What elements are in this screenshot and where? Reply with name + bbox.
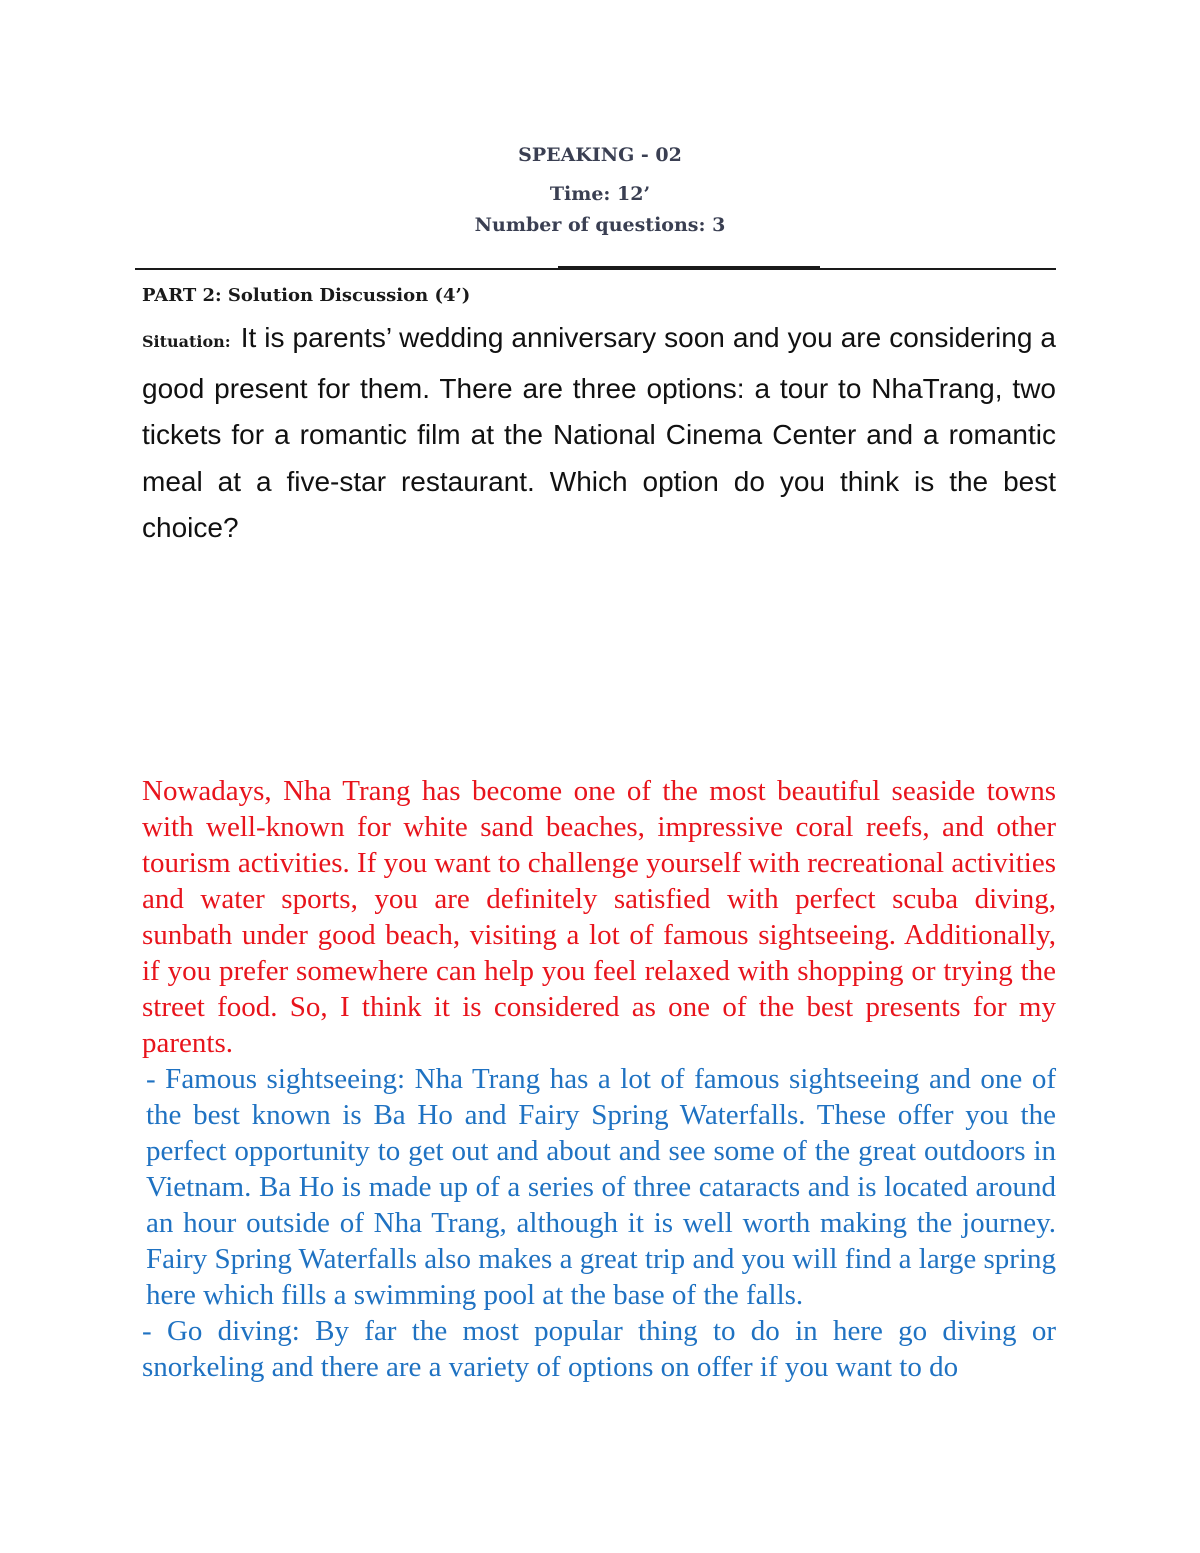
situation-text: It is parents’ wedding anniversary soon and you are considering a good present for them. There are three options: a tour to NhaTrang, two tickets for a romantic film at the National Cinema Center and a romantic meal at a five-star restaurant. Which option do you think is the best choice? [142, 322, 1056, 543]
answer-block [142, 773, 1056, 1385]
situation-block [142, 315, 1056, 552]
time-limit: Time: 12’ [549, 183, 651, 205]
answer-intro-paragraph: Nowadays, Nha Trang has become one of the most beautiful seaside towns with well-known for white sand beaches, impressive coral reefs, and other tourism activities. If you want to challenge yourself with recreational activities and water sports, you are definitely satisfied with perfect scuba diving, sunbath under good beach, visiting a lot of famous sightseeing. Additionally, if you prefer somewhere can help you feel relaxed with shopping or trying the street food. So, I think it is considered as one of the best presents for my parents. [142, 775, 1057, 1059]
situation-label: Situation: [142, 332, 231, 351]
answer-point-diving: - Go diving: By far the most popular thing to do in here go diving or snorkeling and there are a variety of options on offer if you want to do [142, 1315, 1056, 1383]
document-title: SPEAKING - 02 [518, 144, 682, 166]
part-heading: PART 2: Solution Discussion (4’) [142, 285, 471, 306]
answer-point-sightseeing: - Famous sightseeing: Nha Trang has a lot of famous sightseeing and one of the best known is Ba Ho and Fairy Spring Waterfalls. These offer you the perfect opportunity to get out and about and see some of the great outdoors in Vietnam. Ba Ho is made up of a series of three cataracts and is located around an hour outside of Nha Trang, although it is well worth making the journey. Fairy Spring Waterfalls also makes a great trip and you will find a large spring here which fills a swimming pool at the base of the falls. [146, 1063, 1056, 1311]
question-count: Number of questions: 3 [474, 214, 726, 236]
header-divider-accent [558, 266, 820, 270]
